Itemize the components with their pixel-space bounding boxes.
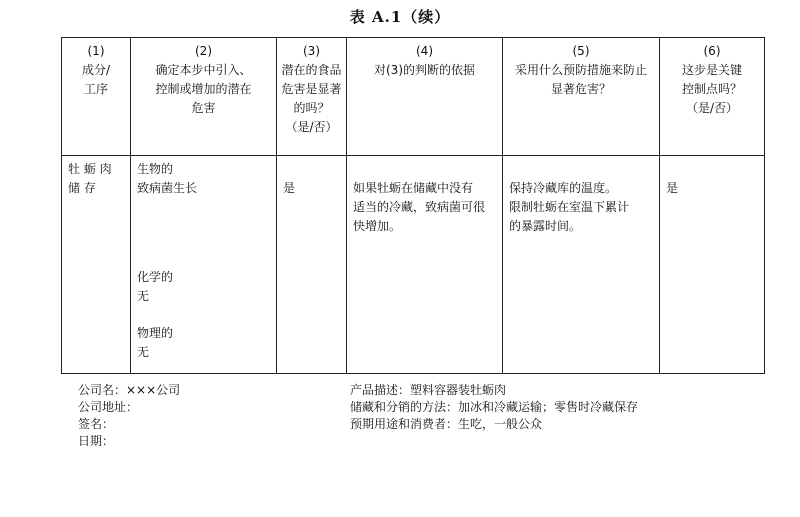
signature: 签名： [78,417,115,431]
hazard-chemical-item: 无 [137,289,150,303]
hazard-biological-item: 致病菌生长 [137,181,198,195]
cell-ccp: 是 [660,156,765,374]
hazard-biological-type: 生物的 [137,162,174,176]
hazard-physical-type: 物理的 [137,326,174,340]
hazard-chemical-type: 化学的 [137,270,174,284]
header-justification: (4) 对(3)的判断的依据 [347,38,503,156]
cell-measures: 保持冷藏库的温度。 限制牡蛎在室温下累计 的暴露时间。 [503,156,660,374]
header-significant: (3) 潜在的食品 危害是显著 的吗？ （是/否） [277,38,347,156]
cell-step: 牡 蛎 肉 储 存 [62,156,131,374]
footer-left [78,382,180,450]
footer-right [350,382,638,433]
product-description: 产品描述：塑料容器装牡蛎肉 [350,383,507,397]
header-preventive-measures: (5) 采用什么预防措施来防止 显著危害？ [503,38,660,156]
company-name: 公司名：×××公司 [78,383,181,397]
header-potential-hazards: (2) 确定本步中引入、 控制或增加的潜在 危害 [131,38,277,156]
hazard-physical-item: 无 [137,345,150,359]
header-ingredient-step: (1) 成分/ 工序 [62,38,131,156]
company-address: 公司地址： [78,400,139,414]
table-row [62,156,765,374]
cell-justification: 如果牡蛎在储藏中没有 适当的冷藏，致病菌可很 快增加。 [347,156,503,374]
cell-significant: 是 [277,156,347,374]
header-ccp: (6) 这步是关键 控制点吗？ （是/否） [660,38,765,156]
hazard-analysis-table [61,37,765,374]
table-title: 表 A.1（续） [349,8,451,26]
date: 日期： [78,434,115,448]
table-header-row [62,38,765,156]
cell-hazards [131,156,277,374]
storage-distribution: 储藏和分销的方法：加冰和冷藏运输；零售时冷藏保存 [350,400,639,414]
intended-use: 预期用途和消费者：生吃，一般公众 [350,417,543,431]
